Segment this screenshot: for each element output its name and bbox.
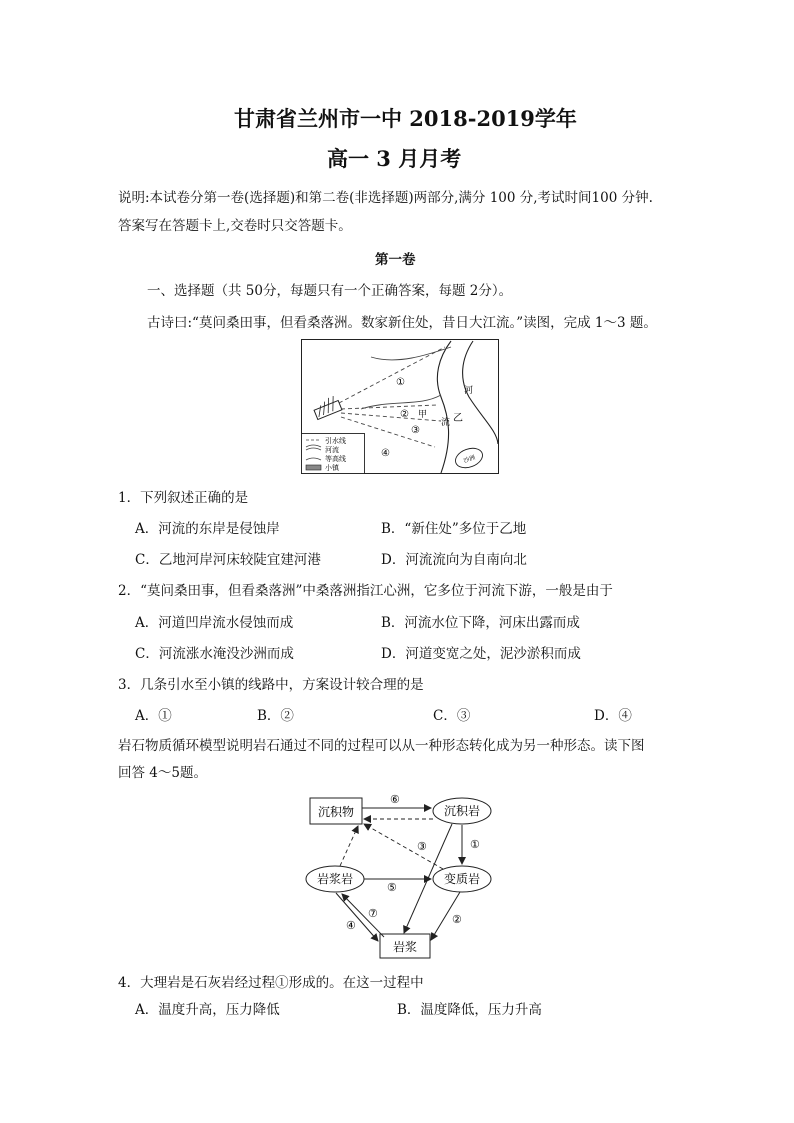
- river-label-he: 河: [464, 386, 474, 396]
- section-heading: 一、选择题（共 50分，每题只有一个正确答案，每题 2分）。: [147, 283, 513, 299]
- process-label-2: ②: [452, 913, 462, 926]
- question-1-option-d: D．河流流向为自南向北: [381, 552, 527, 568]
- instructions-line2: 答案写在答题卡上,交卷时只交答题卡。: [118, 218, 352, 234]
- question-4-stem: 4．大理岩是石灰岩经过程①形成的。在这一过程中: [118, 975, 424, 991]
- question-2-option-a: A．河道凹岸流水侵蚀而成: [135, 615, 294, 631]
- instructions-line1: 说明:本试卷分第一卷(选择题)和第二卷(非选择题)两部分,满分 100 分,考试时间100 分钟.: [118, 190, 653, 206]
- node-metamorphic-rock-label: 变质岩: [443, 872, 481, 886]
- river-label-liu: 流: [441, 418, 451, 428]
- question-3-option-d: D．④: [594, 708, 632, 724]
- process-label-5: ⑤: [387, 881, 397, 894]
- question-3-option-a: A．①: [135, 708, 172, 724]
- arrow-dashed-metamorphic: [364, 824, 443, 869]
- question-1-stem: 1．下列叙述正确的是: [118, 490, 249, 506]
- legend-town: 小镇: [325, 464, 339, 472]
- route-label-3: ③: [411, 425, 420, 436]
- process-label-1: ①: [470, 838, 480, 851]
- question-4-option-a: A．温度升高，压力降低: [135, 1002, 280, 1018]
- arrow-dashed-igneous: [340, 826, 358, 866]
- page-subtitle: 高一 3 月月考: [327, 146, 462, 171]
- question-3-option-b: B．②: [257, 708, 294, 724]
- route-label-4: ④: [381, 448, 390, 459]
- intro-text-1: 古诗曰:“莫问桑田事，但看桑落洲。数家新住处，昔日大江流。”读图，完成 1～3 题。: [147, 315, 657, 331]
- yi-label: 乙: [453, 413, 463, 424]
- node-magma-label: 岩浆: [392, 940, 418, 954]
- node-sedimentary-rock-label: 沉积岩: [443, 804, 481, 818]
- rock-cycle-diagram: [300, 790, 515, 962]
- node-sediment-label: 沉积物: [317, 805, 355, 819]
- route-label-1: ①: [396, 377, 405, 388]
- route-label-2: ②: [400, 409, 409, 420]
- sandbar-label: 沙洲: [462, 454, 477, 465]
- question-2-option-c: C．河流涨水淹没沙洲而成: [135, 646, 294, 662]
- node-igneous-rock-label: 岩浆岩: [316, 872, 354, 886]
- legend-river: 河流: [325, 446, 339, 454]
- question-3-stem: 3．几条引水至小镇的线路中，方案设计较合理的是: [118, 677, 424, 693]
- process-label-7: ⑦: [368, 907, 378, 920]
- process-label-6: ⑥: [390, 793, 400, 806]
- question-1-option-a: A．河流的东岸是侵蚀岸: [135, 521, 280, 537]
- process-label-3: ③: [417, 840, 427, 853]
- intro-text-2-line2: 回答 4～5题。: [118, 765, 207, 781]
- legend-canal: 引水线: [325, 437, 346, 445]
- section-title: 第一卷: [375, 252, 416, 268]
- question-4-option-b: B．温度降低，压力升高: [397, 1002, 542, 1018]
- question-2-option-d: D．河道变宽之处，泥沙淤积而成: [381, 646, 581, 662]
- river-map-figure: [301, 339, 499, 474]
- question-3-option-c: C．③: [433, 708, 471, 724]
- jia-label: 甲: [418, 410, 428, 420]
- question-1-option-c: C．乙地河岸河床较陡宜建河港: [135, 552, 321, 568]
- legend-contour: 等高线: [325, 455, 346, 463]
- process-label-4: ④: [346, 919, 356, 932]
- page-title: 甘肃省兰州市一中 2018-2019学年: [234, 106, 577, 131]
- question-2-stem: 2．“莫问桑田事，但看桑落洲”中桑落洲指江心洲，它多位于河流下游，一般是由于: [118, 583, 613, 599]
- question-2-option-b: B．河流水位下降，河床出露而成: [381, 615, 580, 631]
- intro-text-2-line1: 岩石物质循环模型说明岩石通过不同的过程可以从一种形态转化成为另一种形态。读下图: [118, 738, 645, 754]
- question-1-option-b: B．“新住处”多位于乙地: [381, 521, 527, 537]
